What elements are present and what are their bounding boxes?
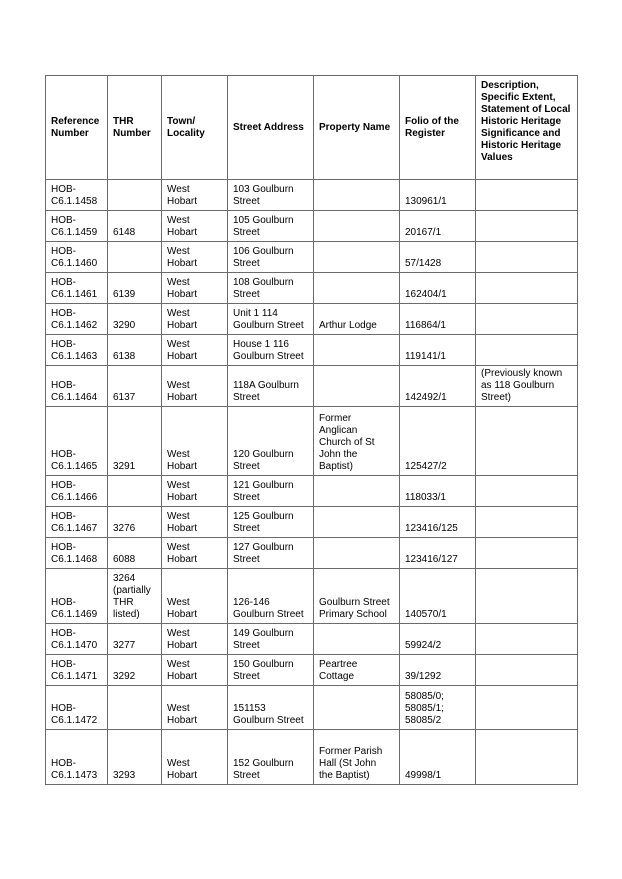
cell-thr-number-text: 6137 [113, 392, 136, 403]
cell-reference-number [46, 304, 108, 335]
cell-folio-text: 125427/2 [405, 461, 447, 472]
cell-reference-number-text: HOB- C6.1.1469 [51, 597, 98, 620]
cell-street-address [228, 180, 314, 211]
cell-town-locality [162, 569, 228, 624]
cell-folio [400, 476, 476, 507]
cell-property-name [314, 366, 400, 407]
cell-town-locality [162, 180, 228, 211]
cell-thr-number-text: 6138 [113, 351, 136, 362]
cell-town-locality-text: West Hobart [167, 449, 198, 472]
cell-town-locality-text: West Hobart [167, 246, 198, 269]
cell-thr-number [108, 273, 162, 304]
cell-street-address-text: 120 Goulburn Street [233, 449, 294, 472]
cell-description [476, 686, 578, 730]
cell-town-locality [162, 211, 228, 242]
cell-folio-text: 142492/1 [405, 392, 447, 403]
cell-thr-number-text: 3293 [113, 770, 136, 781]
table-row [46, 507, 578, 538]
cell-property-name-text: Former Anglican Church of St John the Baptist) [319, 413, 375, 472]
cell-reference-number-text: HOB- C6.1.1465 [51, 449, 98, 472]
cell-town-locality [162, 476, 228, 507]
cell-street-address [228, 273, 314, 304]
header-row [46, 76, 578, 180]
cell-folio-text: 130961/1 [405, 196, 447, 207]
cell-reference-number-text: HOB- C6.1.1472 [51, 703, 98, 726]
cell-description [476, 730, 578, 785]
cell-folio [400, 304, 476, 335]
cell-description [476, 366, 578, 407]
table-row [46, 242, 578, 273]
table-row [46, 407, 578, 476]
cell-folio-text: 123416/125 [405, 523, 458, 534]
cell-reference-number-text: HOB- C6.1.1462 [51, 308, 98, 331]
cell-reference-number-text: HOB- C6.1.1468 [51, 542, 98, 565]
table-row [46, 180, 578, 211]
cell-folio [400, 538, 476, 569]
cell-reference-number-text: HOB- C6.1.1470 [51, 628, 98, 651]
cell-street-address [228, 538, 314, 569]
cell-reference-number [46, 242, 108, 273]
cell-reference-number-text: HOB- C6.1.1460 [51, 246, 98, 269]
cell-property-name [314, 507, 400, 538]
cell-thr-number [108, 335, 162, 366]
cell-street-address-text: 152 Goulburn Street [233, 758, 294, 781]
table-row [46, 366, 578, 407]
cell-thr-number-text: 3291 [113, 461, 136, 472]
cell-street-address-text: 150 Goulburn Street [233, 659, 294, 682]
cell-street-address [228, 507, 314, 538]
cell-property-name [314, 273, 400, 304]
cell-property-name [314, 180, 400, 211]
cell-folio-text: 119141/1 [405, 351, 446, 362]
cell-property-name [314, 211, 400, 242]
cell-thr-number [108, 507, 162, 538]
cell-folio-text: 57/1428 [405, 258, 442, 269]
cell-street-address [228, 569, 314, 624]
cell-folio-text: 39/1292 [405, 671, 442, 682]
cell-reference-number [46, 211, 108, 242]
cell-thr-number [108, 211, 162, 242]
cell-street-address [228, 730, 314, 785]
cell-thr-number-text: 6148 [113, 227, 136, 238]
cell-thr-number [108, 407, 162, 476]
cell-folio [400, 211, 476, 242]
cell-town-locality-text: West Hobart [167, 703, 198, 726]
cell-town-locality [162, 507, 228, 538]
cell-thr-number [108, 366, 162, 407]
cell-reference-number-text: HOB- C6.1.1467 [51, 511, 98, 534]
header-property-name: Property Name [314, 76, 400, 180]
cell-town-locality-text: West Hobart [167, 758, 198, 781]
cell-thr-number [108, 624, 162, 655]
table-row [46, 569, 578, 624]
header-folio: Folio of the Register [400, 76, 476, 180]
cell-town-locality [162, 273, 228, 304]
table-row [46, 655, 578, 686]
table-row [46, 730, 578, 785]
cell-reference-number [46, 366, 108, 407]
table-body [46, 180, 578, 785]
cell-description [476, 655, 578, 686]
cell-street-address [228, 655, 314, 686]
header-thr-number: THR Number [108, 76, 162, 180]
cell-folio-text: 20167/1 [405, 227, 442, 238]
cell-description [476, 538, 578, 569]
cell-thr-number [108, 304, 162, 335]
cell-property-name [314, 569, 400, 624]
cell-reference-number [46, 730, 108, 785]
cell-description-text: (Previously known as 118 Goulburn Street) [481, 368, 563, 403]
cell-description [476, 569, 578, 624]
cell-folio-text: 162404/1 [405, 289, 447, 300]
cell-town-locality [162, 304, 228, 335]
cell-property-name [314, 242, 400, 273]
cell-reference-number [46, 686, 108, 730]
cell-folio [400, 569, 476, 624]
table-row [46, 335, 578, 366]
cell-folio [400, 273, 476, 304]
cell-reference-number-text: HOB- C6.1.1459 [51, 215, 98, 238]
cell-folio-text: 49998/1 [405, 770, 442, 781]
cell-thr-number [108, 476, 162, 507]
cell-reference-number [46, 624, 108, 655]
cell-reference-number-text: HOB- C6.1.1461 [51, 277, 98, 300]
cell-street-address-text: 149 Goulburn Street [233, 628, 294, 651]
cell-street-address-text: House 1 116 Goulburn Street [233, 339, 304, 362]
cell-town-locality-text: West Hobart [167, 308, 198, 331]
cell-folio [400, 686, 476, 730]
table-row [46, 624, 578, 655]
cell-town-locality-text: West Hobart [167, 215, 198, 238]
cell-description [476, 273, 578, 304]
cell-thr-number [108, 569, 162, 624]
cell-reference-number [46, 407, 108, 476]
cell-property-name-text: Arthur Lodge [319, 320, 377, 331]
table-row [46, 211, 578, 242]
cell-town-locality-text: West Hobart [167, 542, 198, 565]
cell-thr-number-text: 3264 (partially THR listed) [113, 573, 151, 620]
cell-description [476, 507, 578, 538]
table-row [46, 273, 578, 304]
cell-street-address-text: 127 Goulburn Street [233, 542, 294, 565]
cell-folio [400, 624, 476, 655]
cell-town-locality-text: West Hobart [167, 184, 198, 207]
cell-description [476, 407, 578, 476]
cell-street-address-text: Unit 1 114 Goulburn Street [233, 308, 304, 331]
cell-thr-number-text: 6088 [113, 554, 136, 565]
cell-folio-text: 58085/0; 58085/1; 58085/2 [405, 691, 444, 726]
cell-thr-number-text: 3277 [113, 640, 136, 651]
cell-street-address-text: 105 Goulburn Street [233, 215, 294, 238]
cell-thr-number [108, 655, 162, 686]
cell-street-address [228, 407, 314, 476]
cell-thr-number [108, 730, 162, 785]
cell-folio [400, 407, 476, 476]
cell-street-address [228, 242, 314, 273]
cell-reference-number [46, 273, 108, 304]
cell-thr-number [108, 686, 162, 730]
cell-reference-number-text: HOB- C6.1.1471 [51, 659, 98, 682]
cell-property-name [314, 730, 400, 785]
cell-property-name [314, 335, 400, 366]
cell-street-address [228, 476, 314, 507]
cell-thr-number [108, 180, 162, 211]
cell-town-locality-text: West Hobart [167, 628, 198, 651]
cell-street-address [228, 624, 314, 655]
cell-folio-text: 118033/1 [405, 492, 446, 503]
cell-town-locality [162, 655, 228, 686]
cell-street-address-text: 108 Goulburn Street [233, 277, 294, 300]
heritage-register-table [45, 75, 578, 785]
cell-reference-number [46, 507, 108, 538]
cell-street-address [228, 686, 314, 730]
cell-thr-number-text: 3290 [113, 320, 136, 331]
cell-town-locality-text: West Hobart [167, 277, 198, 300]
cell-property-name [314, 407, 400, 476]
cell-property-name [314, 476, 400, 507]
header-description: Description, Specific Extent, Statement of Local Historic Heritage Significance and Historic Heritage Values [476, 76, 578, 180]
cell-street-address [228, 304, 314, 335]
cell-property-name [314, 624, 400, 655]
cell-street-address-text: 126-146 Goulburn Street [233, 597, 304, 620]
cell-folio [400, 655, 476, 686]
cell-reference-number-text: HOB- C6.1.1466 [51, 480, 98, 503]
cell-description [476, 242, 578, 273]
table-row [46, 686, 578, 730]
cell-thr-number-text: 3276 [113, 523, 136, 534]
cell-property-name-text: Former Parish Hall (St John the Baptist) [319, 746, 383, 781]
header-reference-number: Reference Number [46, 76, 108, 180]
cell-street-address [228, 211, 314, 242]
cell-property-name [314, 686, 400, 730]
cell-thr-number [108, 538, 162, 569]
cell-street-address-text: 151153 Goulburn Street [233, 703, 304, 726]
cell-folio [400, 730, 476, 785]
cell-town-locality-text: West Hobart [167, 597, 198, 620]
header-street-address: Street Address [228, 76, 314, 180]
cell-folio [400, 242, 476, 273]
header-town-locality: Town/ Locality [162, 76, 228, 180]
cell-reference-number [46, 335, 108, 366]
cell-town-locality [162, 335, 228, 366]
cell-town-locality-text: West Hobart [167, 659, 198, 682]
cell-property-name [314, 655, 400, 686]
cell-town-locality [162, 366, 228, 407]
cell-thr-number-text: 6139 [113, 289, 136, 300]
cell-town-locality-text: West Hobart [167, 339, 198, 362]
cell-reference-number [46, 569, 108, 624]
cell-folio-text: 123416/127 [405, 554, 458, 565]
cell-description [476, 476, 578, 507]
cell-description [476, 304, 578, 335]
cell-reference-number [46, 655, 108, 686]
cell-street-address-text: 118A Goulburn Street [233, 380, 299, 403]
cell-folio-text: 59924/2 [405, 640, 442, 651]
cell-folio-text: 116864/1 [405, 320, 446, 331]
cell-town-locality [162, 407, 228, 476]
cell-reference-number-text: HOB- C6.1.1473 [51, 758, 98, 781]
cell-property-name-text: Peartree Cottage [319, 659, 358, 682]
cell-description [476, 335, 578, 366]
cell-town-locality [162, 686, 228, 730]
cell-town-locality-text: West Hobart [167, 380, 198, 403]
cell-town-locality [162, 730, 228, 785]
cell-property-name [314, 304, 400, 335]
cell-reference-number [46, 538, 108, 569]
cell-reference-number [46, 476, 108, 507]
cell-description [476, 211, 578, 242]
cell-folio [400, 507, 476, 538]
cell-street-address [228, 366, 314, 407]
cell-street-address-text: 121 Goulburn Street [233, 480, 294, 503]
cell-description [476, 624, 578, 655]
cell-reference-number-text: HOB- C6.1.1458 [51, 184, 98, 207]
cell-property-name [314, 538, 400, 569]
cell-folio [400, 180, 476, 211]
cell-street-address-text: 125 Goulburn Street [233, 511, 294, 534]
cell-description [476, 180, 578, 211]
cell-town-locality-text: West Hobart [167, 511, 198, 534]
cell-folio-text: 140570/1 [405, 609, 447, 620]
cell-street-address-text: 103 Goulburn Street [233, 184, 294, 207]
cell-town-locality [162, 242, 228, 273]
cell-street-address [228, 335, 314, 366]
cell-reference-number-text: HOB- C6.1.1463 [51, 339, 98, 362]
cell-property-name-text: Goulburn Street Primary School [319, 597, 390, 620]
cell-town-locality-text: West Hobart [167, 480, 198, 503]
cell-reference-number [46, 180, 108, 211]
cell-thr-number-text: 3292 [113, 671, 136, 682]
table-row [46, 476, 578, 507]
cell-reference-number-text: HOB- C6.1.1464 [51, 380, 98, 403]
cell-street-address-text: 106 Goulburn Street [233, 246, 294, 269]
cell-thr-number [108, 242, 162, 273]
cell-town-locality [162, 538, 228, 569]
cell-folio [400, 366, 476, 407]
table-row [46, 304, 578, 335]
table-row [46, 538, 578, 569]
cell-folio [400, 335, 476, 366]
cell-town-locality [162, 624, 228, 655]
